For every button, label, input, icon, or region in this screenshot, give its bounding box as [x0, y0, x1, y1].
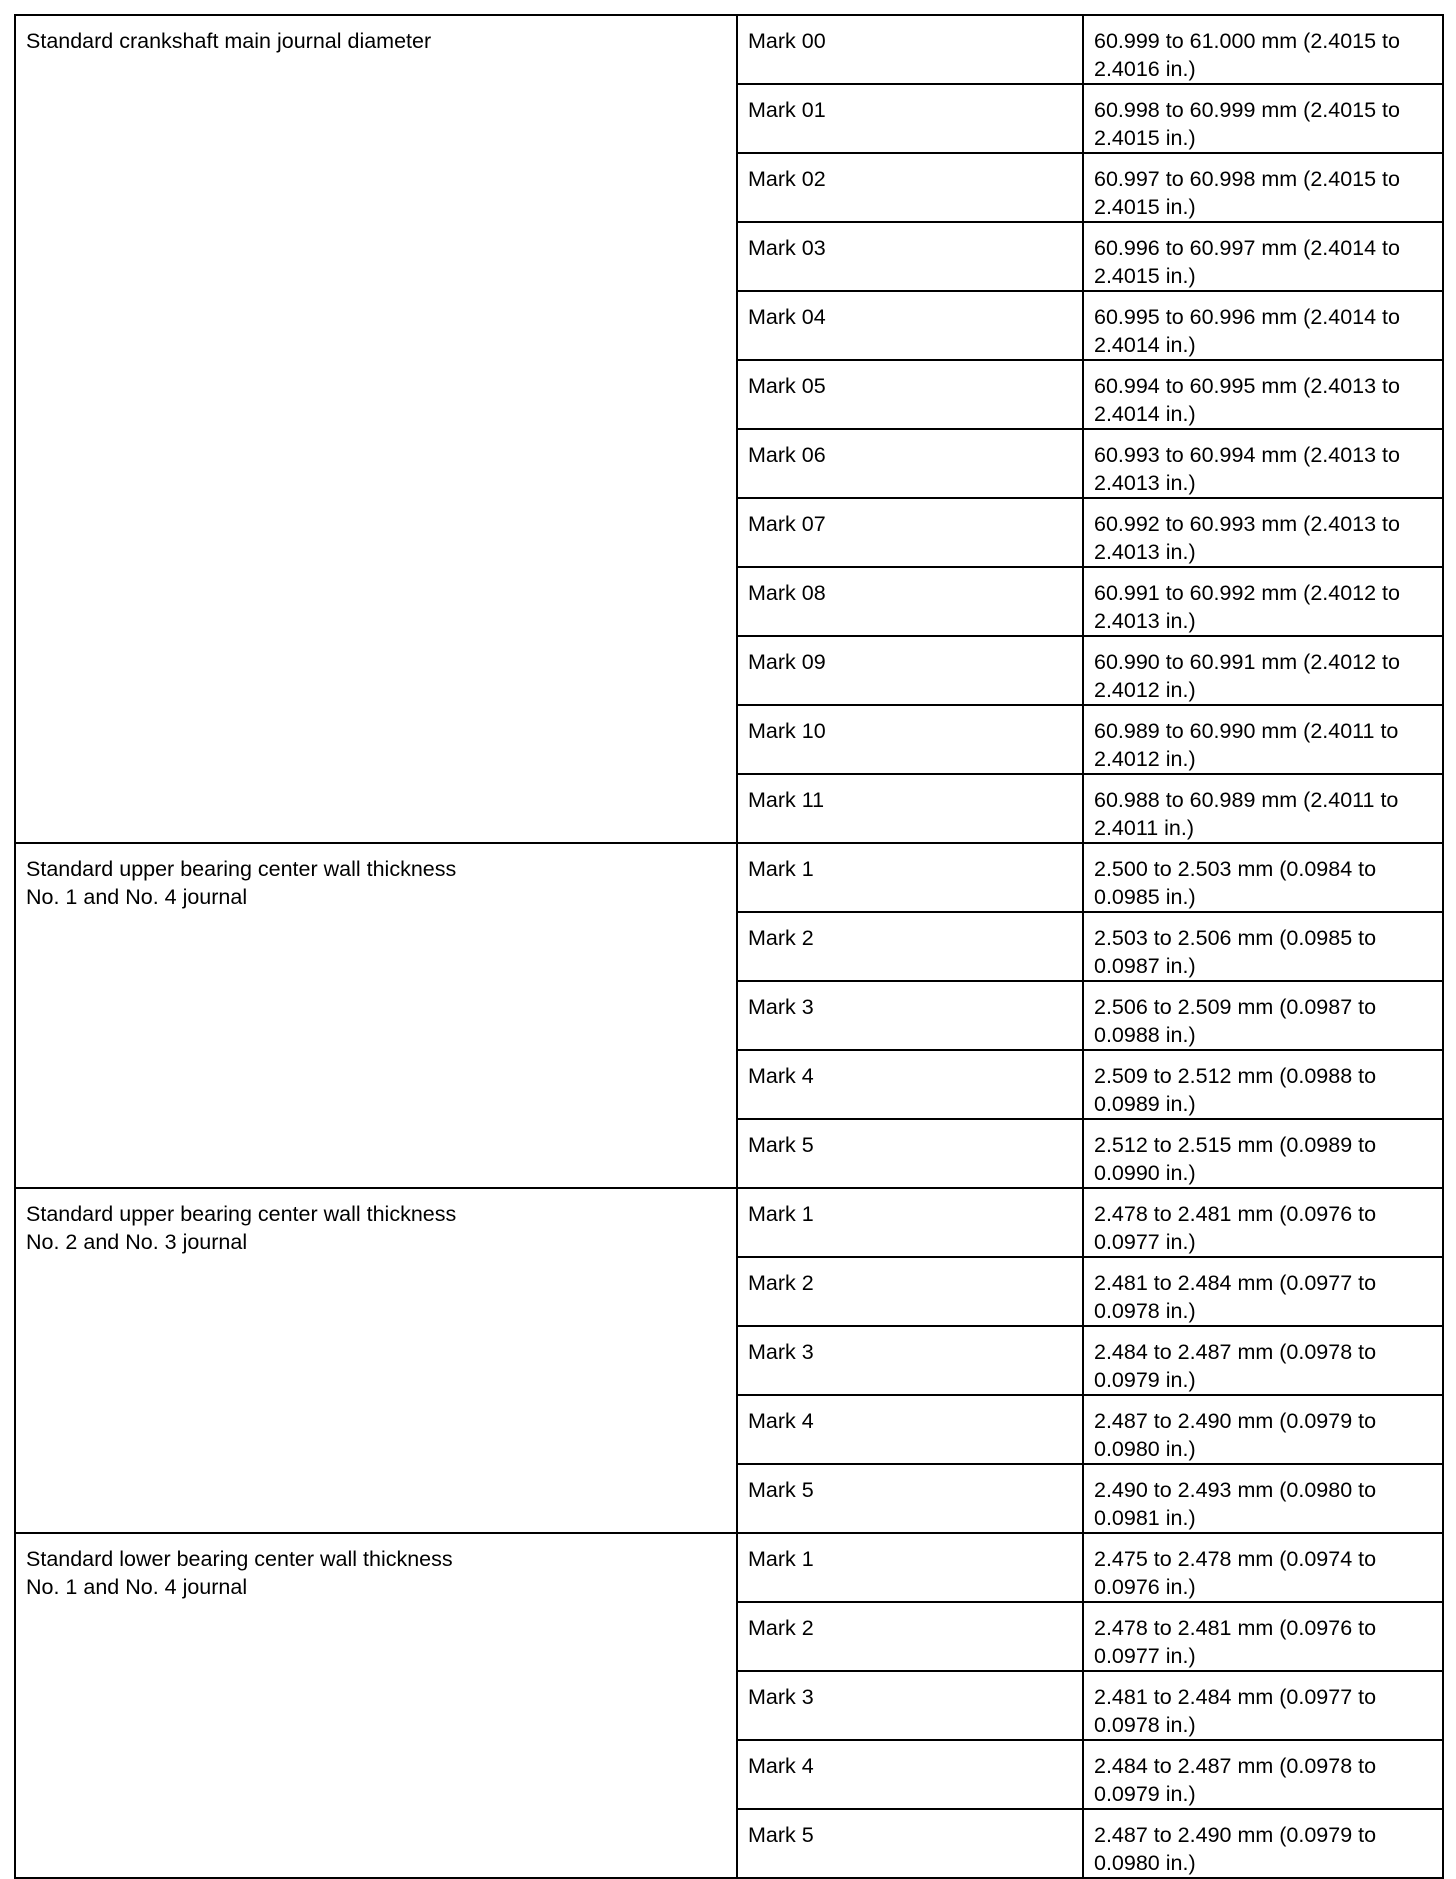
mark-cell: Mark 5 [737, 1464, 1083, 1533]
mark-cell: Mark 2 [737, 1257, 1083, 1326]
mark-cell: Mark 3 [737, 1671, 1083, 1740]
mark-cell: Mark 05 [737, 360, 1083, 429]
value-cell: 2.478 to 2.481 mm (0.0976 to 0.0977 in.) [1083, 1188, 1443, 1257]
value-cell: 2.509 to 2.512 mm (0.0988 to 0.0989 in.) [1083, 1050, 1443, 1119]
value-cell: 60.992 to 60.993 mm (2.4013 to 2.4013 in.) [1083, 498, 1443, 567]
value-cell: 60.998 to 60.999 mm (2.4015 to 2.4015 in.) [1083, 84, 1443, 153]
value-cell: 60.991 to 60.992 mm (2.4012 to 2.4013 in.) [1083, 567, 1443, 636]
mark-cell: Mark 1 [737, 843, 1083, 912]
value-cell: 2.475 to 2.478 mm (0.0974 to 0.0976 in.) [1083, 1533, 1443, 1602]
parameter-label: Standard crankshaft main journal diameter [15, 15, 737, 843]
mark-cell: Mark 5 [737, 1119, 1083, 1188]
mark-cell: Mark 1 [737, 1533, 1083, 1602]
parameter-label: Standard upper bearing center wall thickness No. 1 and No. 4 journal [15, 843, 737, 1188]
value-cell: 2.478 to 2.481 mm (0.0976 to 0.0977 in.) [1083, 1602, 1443, 1671]
mark-cell: Mark 1 [737, 1188, 1083, 1257]
mark-cell: Mark 3 [737, 1326, 1083, 1395]
value-cell: 2.484 to 2.487 mm (0.0978 to 0.0979 in.) [1083, 1740, 1443, 1809]
value-cell: 2.500 to 2.503 mm (0.0984 to 0.0985 in.) [1083, 843, 1443, 912]
mark-cell: Mark 01 [737, 84, 1083, 153]
mark-cell: Mark 06 [737, 429, 1083, 498]
value-cell: 2.481 to 2.484 mm (0.0977 to 0.0978 in.) [1083, 1671, 1443, 1740]
value-cell: 60.989 to 60.990 mm (2.4011 to 2.4012 in.) [1083, 705, 1443, 774]
specification-table-body [15, 15, 1443, 1878]
value-cell: 2.487 to 2.490 mm (0.0979 to 0.0980 in.) [1083, 1395, 1443, 1464]
table-row [15, 1188, 1443, 1257]
value-cell: 2.484 to 2.487 mm (0.0978 to 0.0979 in.) [1083, 1326, 1443, 1395]
value-cell: 60.993 to 60.994 mm (2.4013 to 2.4013 in.) [1083, 429, 1443, 498]
value-cell: 2.506 to 2.509 mm (0.0987 to 0.0988 in.) [1083, 981, 1443, 1050]
mark-cell: Mark 5 [737, 1809, 1083, 1878]
parameter-label: Standard upper bearing center wall thickness No. 2 and No. 3 journal [15, 1188, 737, 1533]
mark-cell: Mark 4 [737, 1395, 1083, 1464]
value-cell: 60.999 to 61.000 mm (2.4015 to 2.4016 in.) [1083, 15, 1443, 84]
mark-cell: Mark 07 [737, 498, 1083, 567]
mark-cell: Mark 4 [737, 1050, 1083, 1119]
mark-cell: Mark 4 [737, 1740, 1083, 1809]
value-cell: 60.988 to 60.989 mm (2.4011 to 2.4011 in.) [1083, 774, 1443, 843]
mark-cell: Mark 11 [737, 774, 1083, 843]
table-row [15, 843, 1443, 912]
value-cell: 2.487 to 2.490 mm (0.0979 to 0.0980 in.) [1083, 1809, 1443, 1878]
parameter-label: Standard lower bearing center wall thickness No. 1 and No. 4 journal [15, 1533, 737, 1878]
mark-cell: Mark 08 [737, 567, 1083, 636]
mark-cell: Mark 2 [737, 912, 1083, 981]
value-cell: 2.481 to 2.484 mm (0.0977 to 0.0978 in.) [1083, 1257, 1443, 1326]
value-cell: 2.490 to 2.493 mm (0.0980 to 0.0981 in.) [1083, 1464, 1443, 1533]
mark-cell: Mark 00 [737, 15, 1083, 84]
value-cell: 60.990 to 60.991 mm (2.4012 to 2.4012 in.) [1083, 636, 1443, 705]
mark-cell: Mark 2 [737, 1602, 1083, 1671]
mark-cell: Mark 09 [737, 636, 1083, 705]
value-cell: 60.995 to 60.996 mm (2.4014 to 2.4014 in.) [1083, 291, 1443, 360]
mark-cell: Mark 03 [737, 222, 1083, 291]
value-cell: 2.512 to 2.515 mm (0.0989 to 0.0990 in.) [1083, 1119, 1443, 1188]
value-cell: 60.996 to 60.997 mm (2.4014 to 2.4015 in.) [1083, 222, 1443, 291]
table-row [15, 15, 1443, 84]
mark-cell: Mark 3 [737, 981, 1083, 1050]
table-row [15, 1533, 1443, 1602]
value-cell: 60.994 to 60.995 mm (2.4013 to 2.4014 in.) [1083, 360, 1443, 429]
mark-cell: Mark 02 [737, 153, 1083, 222]
specification-table [14, 14, 1444, 1879]
mark-cell: Mark 10 [737, 705, 1083, 774]
value-cell: 2.503 to 2.506 mm (0.0985 to 0.0987 in.) [1083, 912, 1443, 981]
mark-cell: Mark 04 [737, 291, 1083, 360]
value-cell: 60.997 to 60.998 mm (2.4015 to 2.4015 in.) [1083, 153, 1443, 222]
